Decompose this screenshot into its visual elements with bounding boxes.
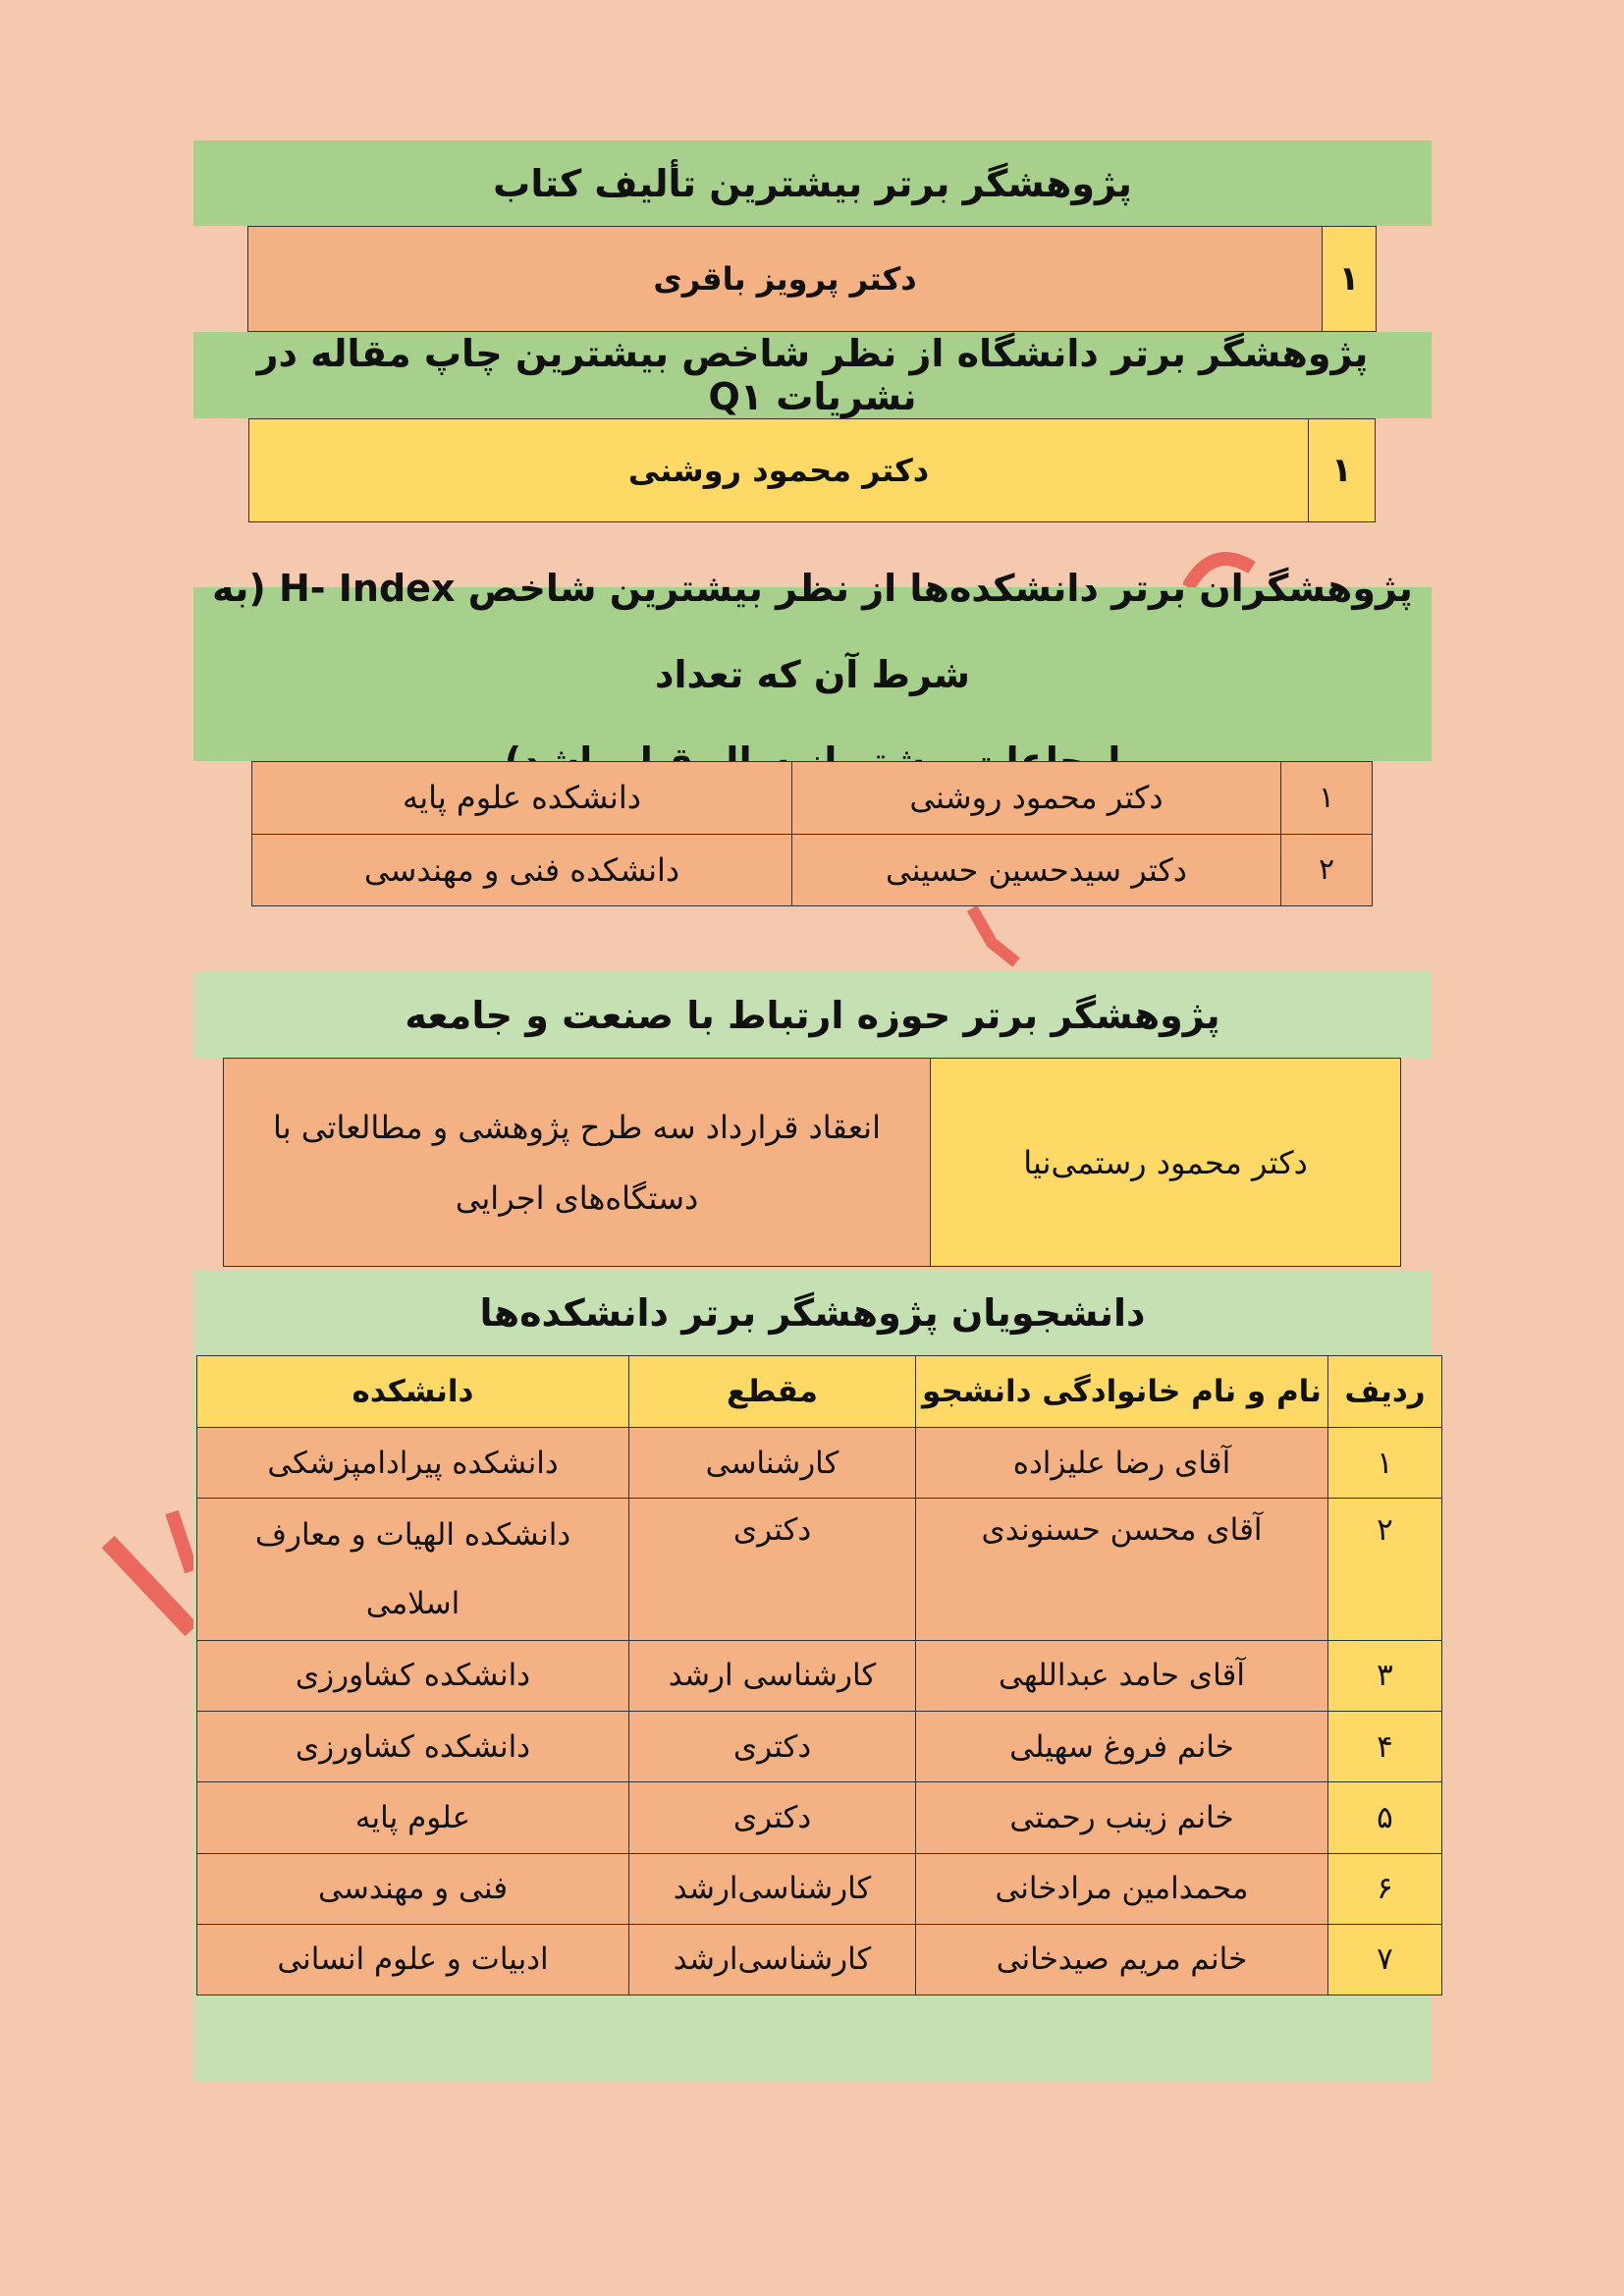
- faculty-name: دانشکده الهیات و معارف اسلامی: [197, 1499, 629, 1640]
- student-name: آقای حامد عبداللهی: [916, 1640, 1328, 1711]
- degree-level: دکتری: [629, 1782, 916, 1853]
- student-name: محمدامین مرادخانی: [916, 1853, 1328, 1924]
- header-student-name: نام و نام خانوادگی دانشجو: [916, 1356, 1328, 1428]
- student-name: خانم زینب رحمتی: [916, 1782, 1328, 1853]
- table-row: [197, 1712, 1442, 1782]
- h-index-table: [251, 761, 1373, 906]
- rank-cell: ۱: [1281, 762, 1373, 835]
- rank-cell: ۶: [1328, 1853, 1442, 1924]
- student-name: خانم مریم صیدخانی: [916, 1924, 1328, 1995]
- watermark-fragment-middle: [962, 903, 1021, 972]
- rank-cell: ۴: [1328, 1712, 1442, 1782]
- achievement-description: انعقاد قرارداد سه طرح پژوهشی و مطالعاتی با دستگاه‌های اجرایی: [224, 1059, 931, 1267]
- degree-level: دکتری: [629, 1712, 916, 1782]
- industry-title: پژوهشگر برتر حوزه ارتباط با صنعت و جامعه: [193, 972, 1432, 1058]
- watermark-fragment-left: [98, 1483, 206, 1650]
- rank-cell: ۲: [1328, 1499, 1442, 1640]
- researcher-name: دکتر سیدحسین حسینی: [792, 834, 1281, 906]
- rank-cell: ۲: [1281, 834, 1373, 906]
- degree-level: دکتری: [629, 1499, 916, 1640]
- students-title: دانشجویان پژوهشگر برتر دانشکده‌ها: [479, 1290, 1146, 1335]
- rank-cell: ۳: [1328, 1640, 1442, 1711]
- students-table: [196, 1355, 1442, 1995]
- researcher-name: دکتر محمود روشنی: [249, 419, 1309, 522]
- rank-cell: ۱: [1328, 1428, 1442, 1499]
- table-row: [197, 1924, 1442, 1995]
- degree-level: کارشناسی: [629, 1428, 916, 1499]
- faculty-name: فنی و مهندسی: [197, 1853, 629, 1924]
- degree-level: کارشناسی ارشد: [629, 1640, 916, 1711]
- rank-cell: ۱: [1309, 419, 1376, 522]
- degree-level: کارشناسی‌ارشد: [629, 1924, 916, 1995]
- rank-cell: ۷: [1328, 1924, 1442, 1995]
- researcher-name: دکتر محمود رستمی‌نیا: [931, 1059, 1401, 1267]
- h-index-title-line1: پژوهشگران برتر دانشکده‌ها از نظر بیشترین شاخص H- Index (به شرط آن که تعداد: [212, 566, 1413, 696]
- rank-cell: ۱: [1323, 227, 1377, 332]
- book-author-title: پژوهشگر برتر بیشترین تألیف کتاب: [193, 140, 1432, 226]
- researcher-name: دکتر پرویز باقری: [248, 227, 1323, 332]
- student-name: خانم فروغ سهیلی: [916, 1712, 1328, 1782]
- table-row: [197, 1782, 1442, 1853]
- degree-level: کارشناسی‌ارشد: [629, 1853, 916, 1924]
- h-index-title: [193, 566, 1432, 783]
- table-row: [197, 1640, 1442, 1711]
- faculty-name: ادبیات و علوم انسانی: [197, 1924, 629, 1995]
- student-name: آقای رضا علیزاده: [916, 1428, 1328, 1499]
- table-row: [248, 227, 1377, 332]
- header-level: مقطع: [629, 1356, 916, 1428]
- table-row: [252, 834, 1373, 906]
- table-row: [197, 1853, 1442, 1924]
- h-index-title-line2: ارجاعات بیشتر از سال قبل باشد): [504, 738, 1121, 783]
- industry-table: [223, 1058, 1401, 1267]
- faculty-name: دانشکده فنی و مهندسی: [252, 834, 792, 906]
- header-faculty: دانشکده: [197, 1356, 629, 1428]
- header-rank: ردیف: [1328, 1356, 1442, 1428]
- table-header-row: [197, 1356, 1442, 1428]
- faculty-name: دانشکده پیرادامپزشکی: [197, 1428, 629, 1499]
- student-name: آقای محسن حسنوندی: [916, 1499, 1328, 1640]
- table-row: [224, 1059, 1401, 1267]
- faculty-name: علوم پایه: [197, 1782, 629, 1853]
- faculty-name: دانشکده کشاورزی: [197, 1712, 629, 1782]
- faculty-name: دانشکده کشاورزی: [197, 1640, 629, 1711]
- table-row: [249, 419, 1376, 522]
- table-row: [197, 1499, 1442, 1640]
- table-row: [197, 1428, 1442, 1499]
- researcher-name: دکتر محمود روشنی: [792, 762, 1281, 835]
- q1-articles-table: [248, 418, 1376, 522]
- rank-cell: ۵: [1328, 1782, 1442, 1853]
- q1-articles-title: پژوهشگر برتر دانشگاه از نظر شاخص بیشترین چاپ مقاله در نشریات Q۱: [193, 332, 1432, 418]
- faculty-name: دانشکده علوم پایه: [252, 762, 792, 835]
- book-author-table: [247, 226, 1377, 332]
- table-row: [252, 762, 1373, 835]
